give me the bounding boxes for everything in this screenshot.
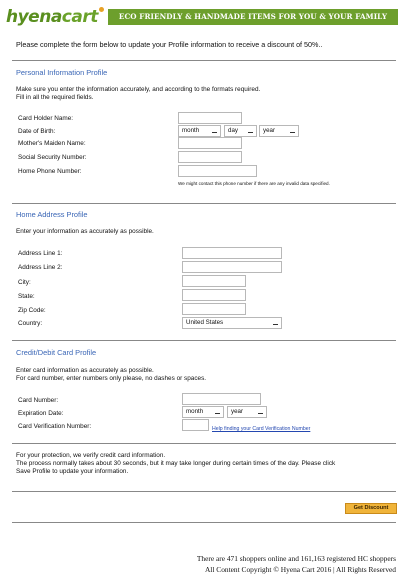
card-section-title: Credit/Debit Card Profile [16, 348, 97, 357]
logo-accent-text: cart [61, 7, 98, 27]
address-line1-input[interactable] [182, 247, 282, 259]
card-note-1: Enter card information as accurately as possible. [16, 367, 154, 374]
dob-day-select[interactable] [224, 125, 257, 137]
exp-year-select[interactable] [227, 406, 267, 418]
card-holder-label: Card Holder Name: [18, 115, 74, 122]
address-line2-input[interactable] [182, 261, 282, 273]
chevron-down-icon [290, 130, 295, 133]
dob-month-select[interactable] [178, 125, 221, 137]
country-label: Country: [18, 320, 43, 327]
get-discount-button[interactable]: Get Discount [345, 503, 397, 514]
cvn-input[interactable] [182, 419, 209, 431]
cvn-label: Card Verification Number: [18, 423, 92, 430]
dob-year-value: year [263, 127, 276, 134]
state-input[interactable] [182, 289, 246, 301]
promo-banner: ECO FRIENDLY & HANDMADE ITEMS FOR YOU & YOUR FAMILY [108, 9, 398, 25]
address-line1-label: Address Line 1: [18, 250, 63, 257]
country-select[interactable] [182, 317, 282, 329]
exp-month-value: month [186, 408, 204, 415]
dob-year-select[interactable] [259, 125, 299, 137]
site-header [0, 0, 407, 34]
chevron-down-icon [215, 411, 220, 414]
footer-copyright: All Content Copyright © Hyena Cart 2016 | All Rights Reserved [204, 565, 396, 574]
ssn-input[interactable] [178, 151, 242, 163]
zip-input[interactable] [182, 303, 246, 315]
country-value: United States [186, 319, 224, 326]
chevron-down-icon [258, 411, 263, 414]
phone-note: We might contact this phone number if there are any invalid data specified. [178, 181, 330, 186]
maiden-name-input[interactable] [178, 137, 242, 149]
phone-input[interactable] [178, 165, 257, 177]
expiration-label: Expiration Date: [18, 410, 64, 417]
logo-main-text: hyena [6, 7, 62, 27]
divider [12, 340, 396, 341]
dob-label: Date of Birth: [18, 128, 56, 135]
ssn-label: Social Security Number: [18, 154, 87, 161]
protection-line-2: The process normally takes about 30 seconds, but it may take longer during certain times of the day. Please click [16, 460, 336, 467]
footer-shoppers-count: There are 471 shoppers online and 161,163 registered HC shoppers [196, 554, 396, 563]
address-line2-label: Address Line 2: [18, 264, 63, 271]
card-note-2: For card number, enter numbers only please, no dashes or spaces. [16, 375, 207, 382]
divider [12, 443, 396, 444]
personal-section-title: Personal Information Profile [16, 68, 108, 77]
city-input[interactable] [182, 275, 246, 287]
address-section-title: Home Address Profile [16, 210, 88, 219]
zip-label: Zip Code: [18, 307, 46, 314]
dob-month-value: month [182, 127, 200, 134]
dob-day-value: day [228, 127, 238, 134]
card-number-input[interactable] [182, 393, 261, 405]
address-note: Enter your information as accurately as possible. [16, 228, 154, 235]
protection-line-1: For your protection, we verify credit card information. [16, 452, 166, 459]
state-label: State: [18, 293, 35, 300]
maiden-name-label: Mother's Maiden Name: [18, 140, 86, 147]
card-holder-input[interactable] [178, 112, 242, 124]
logo-dot-icon [99, 7, 104, 12]
hyenacart-logo[interactable] [6, 5, 104, 29]
exp-year-value: year [231, 408, 244, 415]
city-label: City: [18, 279, 31, 286]
chevron-down-icon [273, 322, 278, 325]
protection-line-3: Save Profile to update your information. [16, 468, 129, 475]
divider [12, 522, 396, 523]
divider [12, 491, 396, 492]
intro-text: Please complete the form below to update your Profile information to receive a discount of 50%.. [16, 40, 323, 49]
phone-label: Home Phone Number: [18, 168, 82, 175]
personal-note-2: Fill in all the required fields. [16, 94, 94, 101]
chevron-down-icon [248, 130, 253, 133]
cvn-help-link[interactable]: Help finding your Card Verification Number [212, 426, 311, 432]
exp-month-select[interactable] [182, 406, 224, 418]
divider [12, 60, 396, 61]
personal-note-1: Make sure you enter the information accurately, and according to the formats required. [16, 86, 261, 93]
divider [12, 203, 396, 204]
chevron-down-icon [212, 130, 217, 133]
card-number-label: Card Number: [18, 397, 59, 404]
